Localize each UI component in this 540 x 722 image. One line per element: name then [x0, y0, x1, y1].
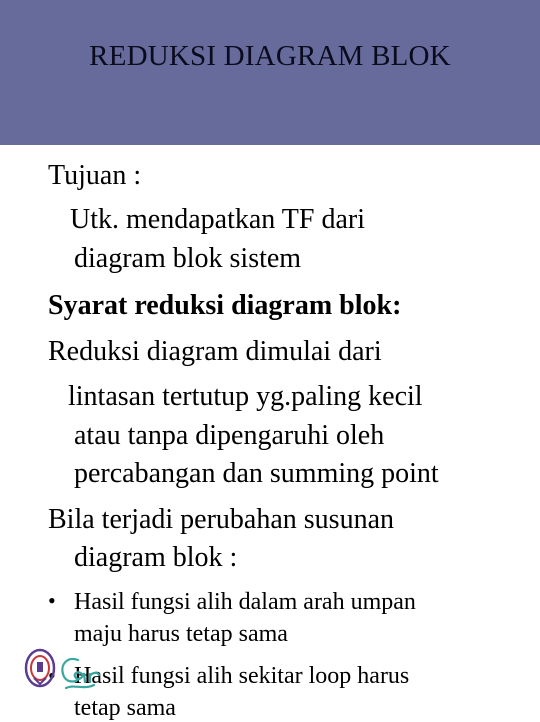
- text-line-percabangan: percabangan dan summing point: [74, 458, 439, 489]
- cursive-logo-icon: [62, 659, 99, 688]
- bullet-1-line-2: maju harus tetap sama: [74, 621, 288, 647]
- text-line-tujuan: Tujuan :: [48, 160, 142, 191]
- logo-area: [8, 630, 118, 720]
- bullet-1-line-1: Hasil fungsi alih dalam arah umpan: [74, 589, 416, 615]
- text-line-diagram-blok: diagram blok :: [74, 542, 238, 573]
- bullet-dot-1: •: [48, 588, 56, 613]
- text-line-atau: atau tanpa dipengaruhi oleh: [74, 420, 385, 451]
- text-line-reduksi: Reduksi diagram dimulai dari: [48, 336, 382, 367]
- bullet-dot-2: •: [48, 663, 56, 688]
- university-crest-icon: [26, 650, 54, 686]
- text-line-bila: Bila terjadi perubahan susunan: [48, 504, 395, 535]
- text-line-diagram-blok-sistem: diagram blok sistem: [74, 243, 302, 274]
- text-line-utk: Utk. mendapatkan TF dari: [70, 204, 365, 235]
- text-line-lintasan: lintasan tertutup yg.paling kecil: [68, 381, 423, 412]
- bullet-2-line-2: tetap sama: [74, 695, 176, 721]
- text-line-syarat: Syarat reduksi diagram blok:: [48, 290, 402, 321]
- slide-title: REDUKSI DIAGRAM BLOK: [89, 40, 451, 72]
- bullet-2-line-1: Hasil fungsi alih sekitar loop harus: [74, 663, 410, 689]
